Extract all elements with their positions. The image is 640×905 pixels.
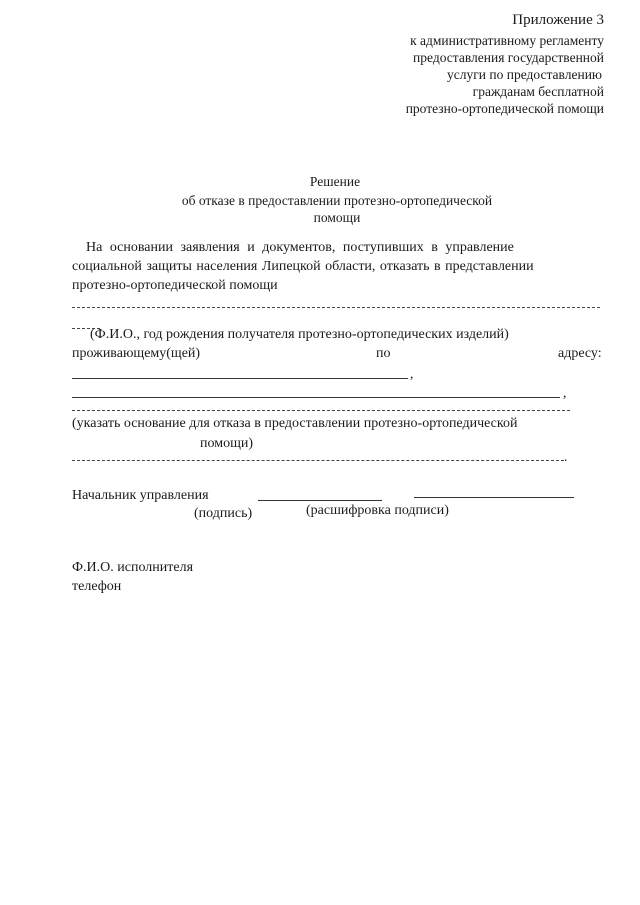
appendix-line-2: предоставления государственной	[413, 50, 604, 65]
body-line-2: социальной защиты населения Липецкой области, отказать в представлении	[72, 259, 534, 274]
appendix-line-4: гражданам бесплатной	[472, 84, 604, 99]
signature-hint: (подпись)	[194, 506, 253, 521]
address-line-2	[72, 397, 560, 398]
appendix-line-1: к административному регламенту	[410, 33, 604, 48]
appendix-title: Приложение 3	[512, 12, 604, 28]
resident-label: проживающему(щей)	[72, 346, 201, 361]
decoding-hint: (расшифровка подписи)	[306, 503, 449, 518]
reason-hint-2: помощи)	[200, 436, 254, 451]
document-page: Приложение 3 к административному регламенту предоставления государственной услуги по предоставлению гражданам бесплатной протезно-ортопедической помощи Решение об отказе в предоставлении протезно-ортопедической помощи На основании заявления и документов, поступивших в управление социальной защиты населения Липецкой области, отказать в представлении протезно-ортопедической помощи (Ф.И.О., год рождения получателя протезно-ортопедических изделий) проживающему(щей) по адресу: , , (указать основание для отказа в предоставлении протезно-ортопедической помощи) . Начальник управления (подпись) (расшифровка подписи) Ф.И.О. исполнителя телефон	[0, 0, 640, 905]
appendix-line-3: услуги по предоставлению	[447, 67, 602, 82]
po-label: по	[376, 346, 391, 361]
executor-label: Ф.И.О. исполнителя	[72, 560, 194, 575]
address-line-1	[72, 378, 408, 379]
body-line-3: протезно-ортопедической помощи	[72, 278, 278, 293]
signature-line	[258, 500, 382, 501]
address-label: адресу:	[558, 346, 602, 361]
fio-hint: (Ф.И.О., год рождения получателя протезно-ортопедических изделий)	[90, 327, 509, 342]
head-label: Начальник управления	[72, 488, 209, 503]
body-line-1: На основании заявления и документов, поступивших в управление	[86, 240, 514, 255]
appendix-line-5: протезно-ортопедической помощи	[405, 101, 604, 116]
reason-line-top	[72, 410, 570, 411]
decision-subtitle-1: об отказе в предоставлении протезно-ортопедической	[181, 193, 493, 208]
recipient-name-line	[72, 307, 600, 308]
phone-label: телефон	[72, 579, 122, 594]
decision-subtitle-2: помощи	[313, 210, 361, 225]
decoding-line	[414, 497, 574, 498]
reason-hint-1: (указать основание для отказа в предоставлении протезно-ортопедической	[72, 416, 518, 431]
reason-line	[72, 460, 564, 461]
decision-title: Решение	[309, 174, 361, 189]
